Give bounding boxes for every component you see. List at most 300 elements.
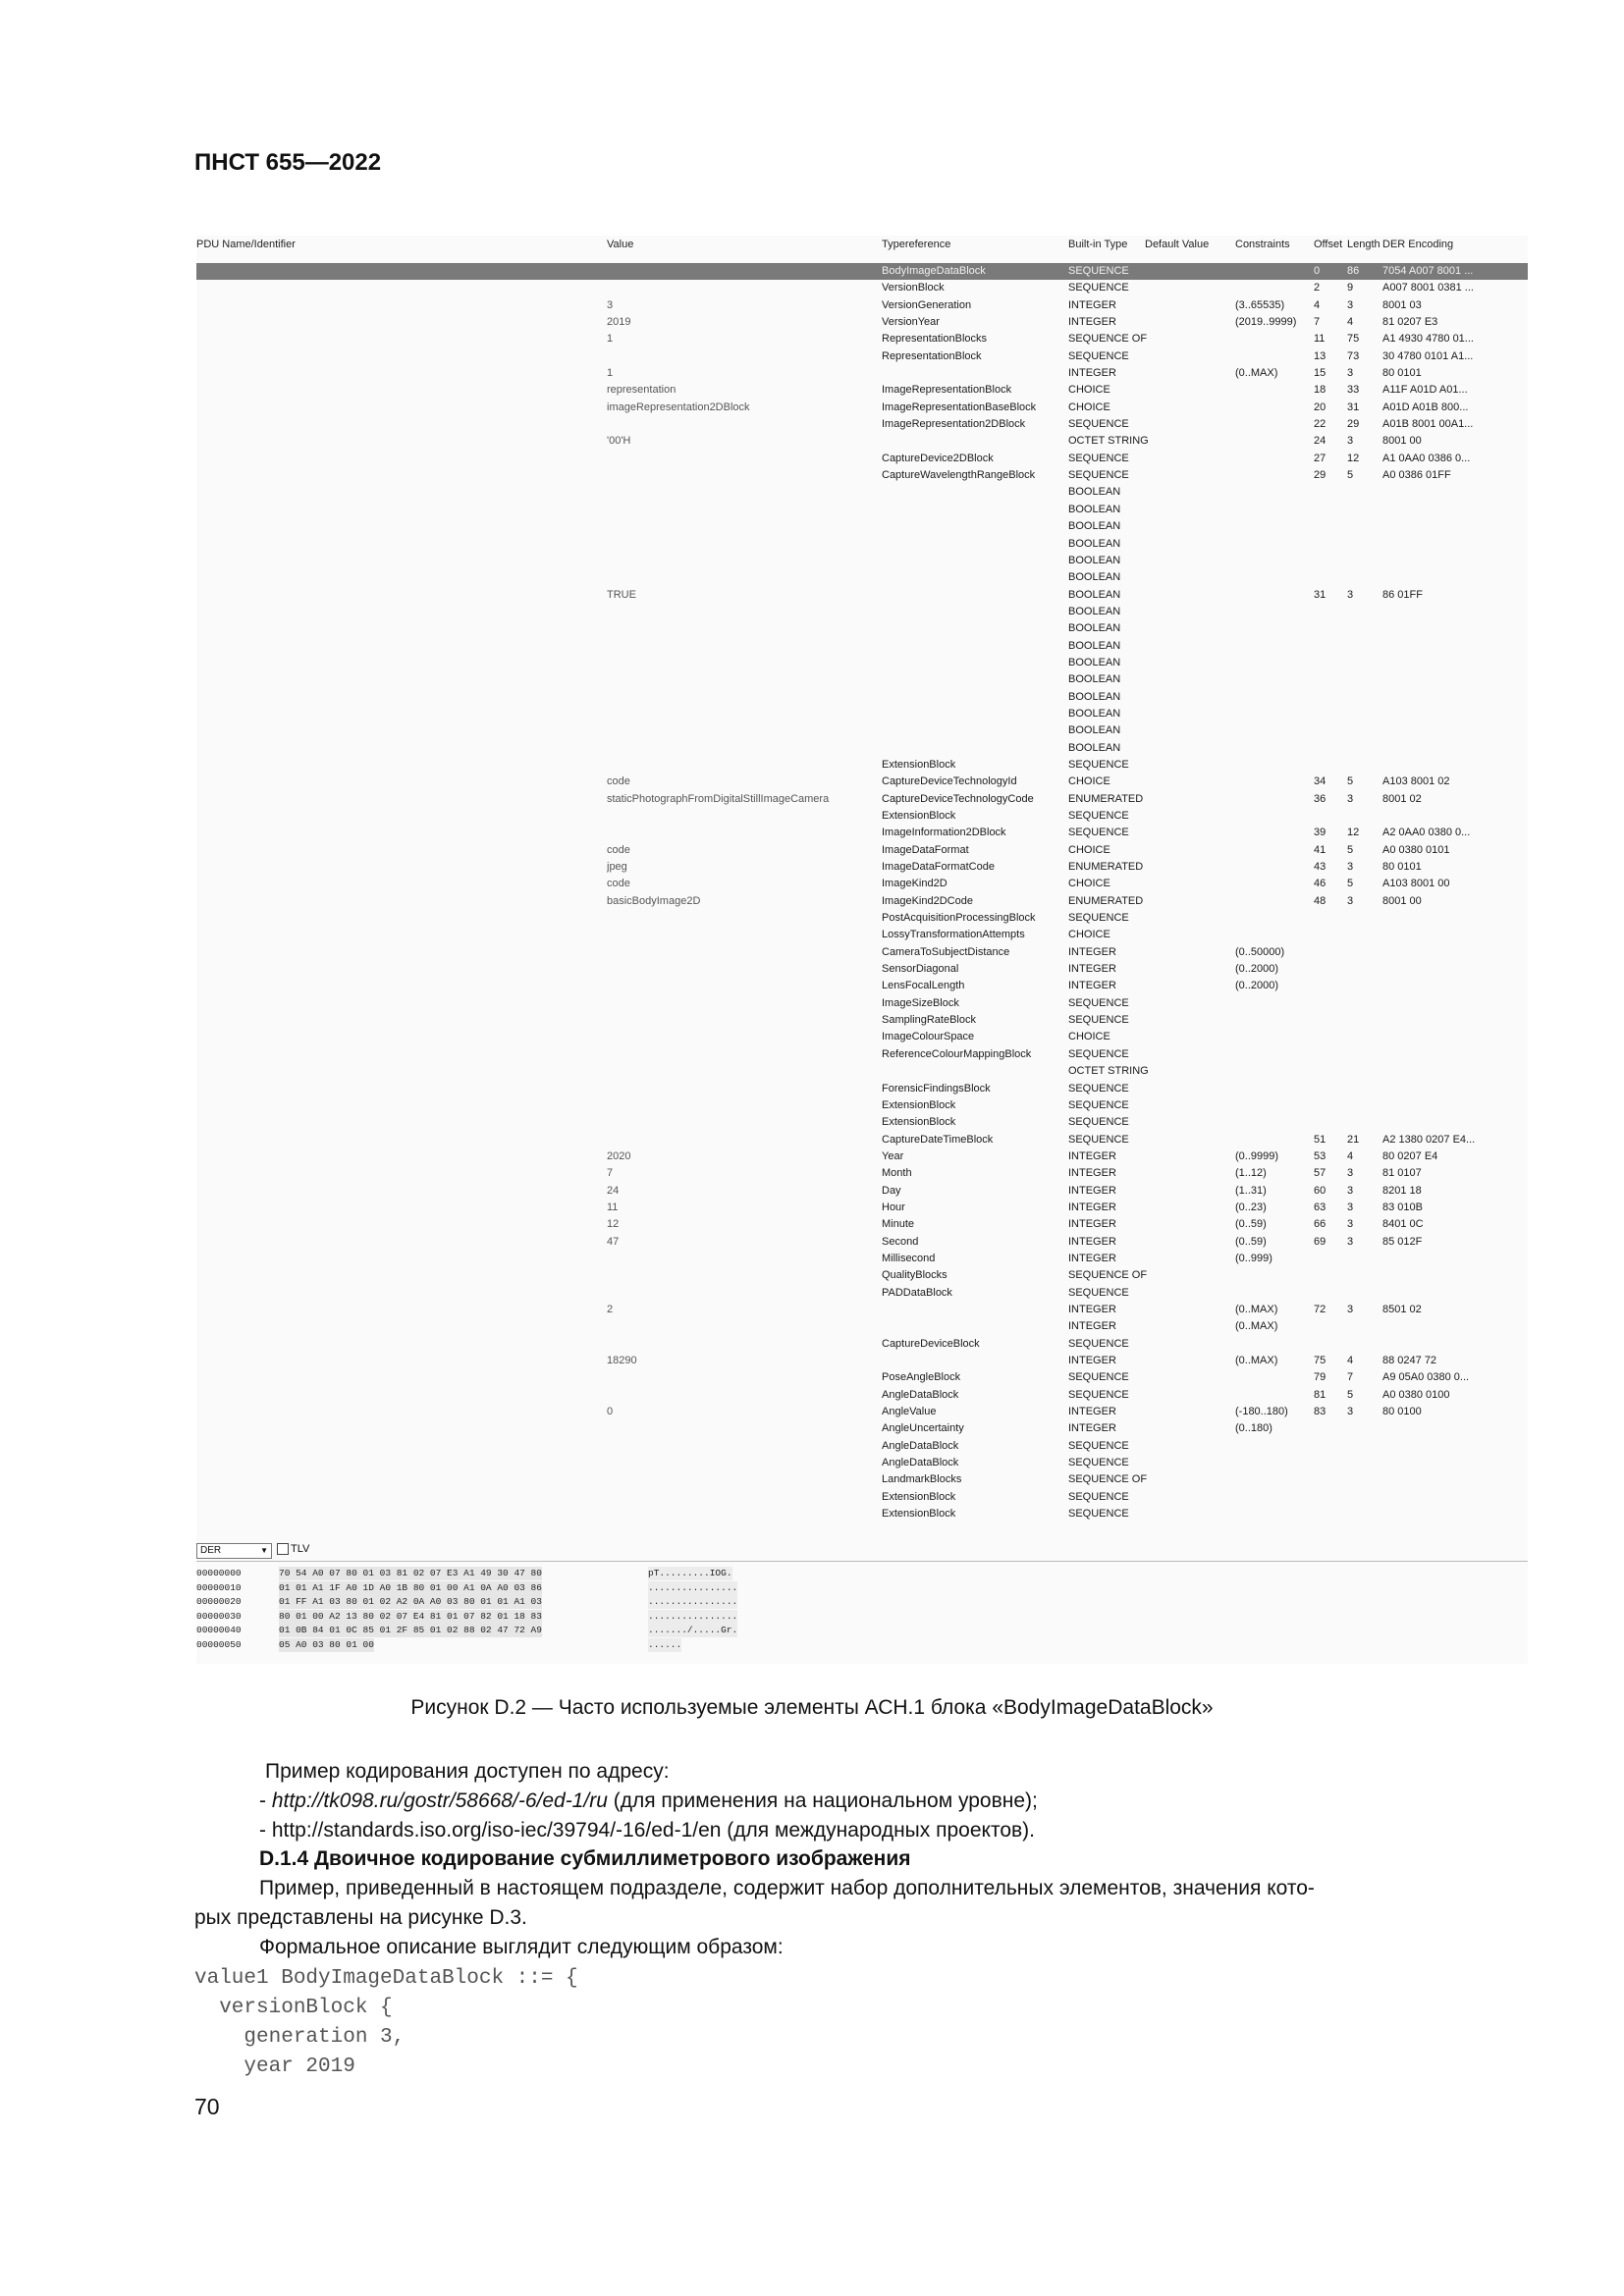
tree-row[interactable] <box>196 825 1528 841</box>
tree-row[interactable] <box>196 604 1528 620</box>
cell-value: 18290 <box>607 1355 637 1366</box>
cell-offset: 46 <box>1314 878 1326 890</box>
cell-builtin-type: SEQUENCE <box>1068 1116 1129 1129</box>
cell-der-encoding: A01D A01B 800... <box>1382 400 1469 413</box>
cell-builtin-type: BOOLEAN <box>1068 724 1121 737</box>
hex-row <box>196 1581 785 1596</box>
encoding-select[interactable] <box>196 1543 272 1559</box>
hex-bytes[interactable]: 80 01 00 A2 13 80 02 07 E4 81 01 07 82 01 18 83 <box>279 1610 542 1622</box>
cell-typereference: AngleDataBlock <box>882 1439 959 1452</box>
hex-bytes[interactable]: 01 0B 84 01 0C 85 01 2F 85 01 02 88 02 47 72 A9 <box>279 1625 542 1636</box>
cell-builtin-type: SEQUENCE <box>1068 1457 1129 1469</box>
cell-offset: 24 <box>1314 435 1326 448</box>
cell-typereference: ImageDataFormat <box>882 843 969 856</box>
cell-builtin-type: INTEGER <box>1068 367 1116 380</box>
tlv-label: TLV <box>291 1543 310 1555</box>
cell-constraints: (0..23) <box>1235 1201 1267 1213</box>
cell-length: 3 <box>1347 435 1354 448</box>
tree-row[interactable] <box>196 263 1528 280</box>
cell-offset: 75 <box>1314 1355 1326 1366</box>
link-international[interactable]: - http://standards.iso.org/iso-iec/39794/-16/ed-1/en (для международных проектов). <box>259 1819 1035 1842</box>
tree-row[interactable] <box>196 961 1528 978</box>
tree-row[interactable] <box>196 1387 1528 1404</box>
cell-typereference: ImageRepresentation2DBlock <box>882 418 1026 431</box>
cell-offset: 39 <box>1314 827 1326 839</box>
tree-row[interactable] <box>196 1336 1528 1353</box>
cell-typereference: Millisecond <box>882 1252 936 1264</box>
cell-builtin-type: BOOLEAN <box>1068 537 1121 550</box>
hex-row <box>196 1610 785 1625</box>
cell-length: 3 <box>1347 1406 1354 1418</box>
tree-row[interactable] <box>196 995 1528 1012</box>
cell-offset: 7 <box>1314 316 1321 329</box>
cell-length: 5 <box>1347 469 1354 482</box>
tree-row[interactable] <box>196 1200 1528 1216</box>
cell-typereference: BodyImageDataBlock <box>882 265 986 277</box>
cell-builtin-type: SEQUENCE OF <box>1068 1473 1148 1486</box>
cell-typereference: ForensicFindingsBlock <box>882 1082 991 1095</box>
cell-der-encoding: A01B 8001 00A1... <box>1382 418 1474 431</box>
tree-row[interactable] <box>196 791 1528 808</box>
cell-typereference: PostAcquisitionProcessingBlock <box>882 912 1036 925</box>
cell-typereference: CaptureDateTimeBlock <box>882 1133 994 1146</box>
col-header-offset[interactable]: Offset <box>1314 239 1343 250</box>
cell-offset: 0 <box>1314 265 1321 277</box>
cell-constraints: (-180..180) <box>1235 1406 1288 1418</box>
tree-row[interactable] <box>196 706 1528 722</box>
cell-length: 3 <box>1347 861 1354 874</box>
tree-row[interactable] <box>196 1369 1528 1386</box>
cell-der-encoding: 8501 02 <box>1382 1303 1422 1315</box>
cell-offset: 63 <box>1314 1201 1326 1213</box>
tree-row[interactable] <box>196 774 1528 790</box>
cell-typereference: CaptureDeviceTechnologyCode <box>882 792 1034 805</box>
hex-row <box>196 1595 785 1610</box>
cell-constraints: (1..12) <box>1235 1167 1267 1180</box>
cell-length: 31 <box>1347 400 1360 413</box>
example-intro: Пример кодирования доступен по адресу: <box>265 1760 670 1783</box>
tree-row[interactable] <box>196 553 1528 569</box>
tree-row[interactable] <box>196 484 1528 501</box>
cell-constraints: (0..59) <box>1235 1218 1267 1231</box>
tree-row[interactable] <box>196 1046 1528 1063</box>
cell-builtin-type: INTEGER <box>1068 963 1116 976</box>
cell-typereference: LandmarkBlocks <box>882 1473 962 1486</box>
tree-row[interactable] <box>196 314 1528 331</box>
cell-offset: 11 <box>1314 333 1326 346</box>
hex-row <box>196 1624 785 1638</box>
cell-length: 73 <box>1347 349 1360 362</box>
cell-typereference: VersionYear <box>882 316 940 329</box>
hex-bytes[interactable]: 01 01 A1 1F A0 1D A0 1B 80 01 00 A1 0A A0 03 86 <box>279 1581 542 1593</box>
cell-typereference: ImageDataFormatCode <box>882 861 995 874</box>
cell-typereference: AngleDataBlock <box>882 1388 959 1401</box>
cell-length: 3 <box>1347 894 1354 907</box>
tree-row[interactable] <box>196 1012 1528 1029</box>
tree-row[interactable] <box>196 944 1528 961</box>
cell-builtin-type: CHOICE <box>1068 1031 1110 1043</box>
cell-builtin-type: BOOLEAN <box>1068 571 1121 584</box>
cell-builtin-type: SEQUENCE <box>1068 418 1129 431</box>
col-header-default[interactable]: Default Value <box>1145 239 1210 250</box>
tree-row[interactable] <box>196 1489 1528 1506</box>
cell-builtin-type: BOOLEAN <box>1068 639 1121 652</box>
cell-der-encoding: 8401 0C <box>1382 1218 1424 1231</box>
col-header-der[interactable]: DER Encoding <box>1382 239 1454 250</box>
cell-typereference: LensFocalLength <box>882 980 965 992</box>
cell-length: 3 <box>1347 1184 1354 1197</box>
cell-constraints: (0..9999) <box>1235 1149 1279 1162</box>
cell-length: 3 <box>1347 1218 1354 1231</box>
hex-ascii[interactable]: ................ <box>648 1610 738 1622</box>
cell-typereference: ExtensionBlock <box>882 1098 956 1111</box>
chevron-down-icon: ▼ <box>260 1546 268 1555</box>
cell-length: 5 <box>1347 843 1354 856</box>
cell-length: 3 <box>1347 298 1354 311</box>
cell-der-encoding: A0 0386 01FF <box>1382 469 1451 482</box>
cell-typereference: QualityBlocks <box>882 1269 947 1282</box>
tree-row[interactable] <box>196 348 1528 365</box>
cell-builtin-type: SEQUENCE <box>1068 1337 1129 1350</box>
cell-typereference: VersionBlock <box>882 282 945 294</box>
tree-row[interactable] <box>196 1165 1528 1182</box>
cell-value: 2019 <box>607 316 631 329</box>
tree-row[interactable] <box>196 893 1528 910</box>
cell-der-encoding: A007 8001 0381 ... <box>1382 282 1474 294</box>
tree-row[interactable] <box>196 757 1528 774</box>
tree-row[interactable] <box>196 518 1528 535</box>
cell-typereference: Year <box>882 1149 904 1162</box>
tree-row[interactable] <box>196 808 1528 825</box>
tree-row[interactable] <box>196 1285 1528 1302</box>
cell-typereference: LossyTransformationAttempts <box>882 929 1025 941</box>
tree-row[interactable] <box>196 1506 1528 1522</box>
cell-length: 3 <box>1347 367 1354 380</box>
cell-builtin-type: INTEGER <box>1068 1303 1116 1315</box>
cell-value: code <box>607 775 630 788</box>
cell-length: 29 <box>1347 418 1360 431</box>
tree-row[interactable] <box>196 1183 1528 1200</box>
cell-typereference: ImageRepresentationBlock <box>882 384 1012 397</box>
tree-row[interactable] <box>196 1132 1528 1148</box>
hex-ascii[interactable]: ................ <box>648 1581 738 1593</box>
cell-builtin-type: INTEGER <box>1068 1149 1116 1162</box>
cell-der-encoding: A1 4930 4780 01... <box>1382 333 1474 346</box>
document-header: ПНСТ 655—2022 <box>194 149 382 176</box>
cell-length: 4 <box>1347 1149 1354 1162</box>
col-header-constraints[interactable]: Constraints <box>1235 239 1290 250</box>
cell-builtin-type: SEQUENCE <box>1068 827 1129 839</box>
cell-length: 5 <box>1347 775 1354 788</box>
cell-builtin-type: SEQUENCE <box>1068 1098 1129 1111</box>
cell-typereference: Minute <box>882 1218 915 1231</box>
cell-der-encoding: 81 0207 E3 <box>1382 316 1438 329</box>
paragraph-1-line-1: Пример, приведенный в настоящем подразделе, содержит набор дополнительных элементов, значения кото- <box>259 1877 1315 1899</box>
tree-row[interactable] <box>196 1251 1528 1267</box>
cell-length: 5 <box>1347 878 1354 890</box>
tree-row[interactable] <box>196 689 1528 706</box>
tree-row[interactable] <box>196 467 1528 484</box>
cell-builtin-type: CHOICE <box>1068 400 1110 413</box>
cell-der-encoding: A2 1380 0207 E4... <box>1382 1133 1476 1146</box>
tree-row[interactable] <box>196 331 1528 347</box>
hex-bytes[interactable]: 01 FF A1 03 80 01 02 A2 0A A0 03 80 01 01 A1 03 <box>279 1596 542 1608</box>
cell-typereference: AngleDataBlock <box>882 1457 959 1469</box>
cell-builtin-type: SEQUENCE <box>1068 1508 1129 1521</box>
cell-builtin-type: SEQUENCE <box>1068 1439 1129 1452</box>
tree-row[interactable] <box>196 1234 1528 1251</box>
cell-builtin-type: INTEGER <box>1068 298 1116 311</box>
cell-value: representation <box>607 384 677 397</box>
cell-builtin-type: BOOLEAN <box>1068 690 1121 703</box>
cell-typereference: Hour <box>882 1201 905 1213</box>
cell-offset: 36 <box>1314 792 1326 805</box>
tree-row[interactable] <box>196 876 1528 892</box>
cell-der-encoding: 85 012F <box>1382 1235 1423 1248</box>
tree-row[interactable] <box>196 416 1528 433</box>
cell-typereference: PADDataBlock <box>882 1286 952 1299</box>
tree-row[interactable] <box>196 451 1528 467</box>
cell-typereference: ExtensionBlock <box>882 1116 956 1129</box>
cell-builtin-type: INTEGER <box>1068 1252 1116 1264</box>
code-line: year 2019 <box>194 2056 355 2078</box>
tlv-checkbox[interactable] <box>277 1543 289 1555</box>
cell-builtin-type: SEQUENCE <box>1068 349 1129 362</box>
cell-value: basicBodyImage2D <box>607 894 701 907</box>
link-national-url[interactable]: http://tk098.ru/gostr/58668/-6/ed-1/ru <box>271 1789 608 1812</box>
tree-row[interactable] <box>196 1455 1528 1471</box>
tree-row[interactable] <box>196 587 1528 604</box>
cell-builtin-type: INTEGER <box>1068 1320 1116 1333</box>
cell-value: 3 <box>607 298 614 311</box>
cell-builtin-type: BOOLEAN <box>1068 707 1121 720</box>
cell-builtin-type: BOOLEAN <box>1068 673 1121 686</box>
tree-row[interactable] <box>196 1302 1528 1318</box>
code-line: value1 BodyImageDataBlock ::= { <box>194 1967 578 1990</box>
cell-value: 47 <box>607 1235 620 1248</box>
cell-offset: 41 <box>1314 843 1326 856</box>
cell-offset: 66 <box>1314 1218 1326 1231</box>
tree-row[interactable] <box>196 1267 1528 1284</box>
cell-builtin-type: INTEGER <box>1068 980 1116 992</box>
cell-value: TRUE <box>607 588 636 601</box>
tree-row[interactable] <box>196 1063 1528 1080</box>
cell-der-encoding: 30 4780 0101 A1... <box>1382 349 1474 362</box>
cell-offset: 48 <box>1314 894 1326 907</box>
cell-typereference: ImageSizeBlock <box>882 996 959 1009</box>
cell-typereference: ExtensionBlock <box>882 1508 956 1521</box>
hex-address: 00000000 <box>196 1568 242 1578</box>
cell-builtin-type: INTEGER <box>1068 1184 1116 1197</box>
tree-row[interactable] <box>196 927 1528 943</box>
cell-value: 12 <box>607 1218 620 1231</box>
cell-offset: 57 <box>1314 1167 1326 1180</box>
cell-builtin-type: SEQUENCE OF <box>1068 1269 1148 1282</box>
cell-offset: 31 <box>1314 588 1326 601</box>
tree-row[interactable] <box>196 1029 1528 1045</box>
cell-typereference: CaptureDeviceBlock <box>882 1337 980 1350</box>
cell-value: staticPhotographFromDigitalStillImageCamera <box>607 792 830 805</box>
tree-row[interactable] <box>196 655 1528 671</box>
cell-length: 3 <box>1347 792 1354 805</box>
tree-row[interactable] <box>196 1404 1528 1420</box>
cell-builtin-type: INTEGER <box>1068 1167 1116 1180</box>
cell-builtin-type: SEQUENCE <box>1068 1133 1129 1146</box>
cell-typereference: Day <box>882 1184 901 1197</box>
tree-row[interactable] <box>196 382 1528 399</box>
tree-row[interactable] <box>196 280 1528 296</box>
cell-value: 2020 <box>607 1149 631 1162</box>
tree-row[interactable] <box>196 859 1528 876</box>
cell-builtin-type: SEQUENCE <box>1068 1082 1129 1095</box>
cell-offset: 4 <box>1314 298 1321 311</box>
cell-typereference: ImageRepresentationBaseBlock <box>882 400 1037 413</box>
cell-typereference: ReferenceColourMappingBlock <box>882 1047 1032 1060</box>
cell-builtin-type: SEQUENCE <box>1068 912 1129 925</box>
tree-row[interactable] <box>196 1216 1528 1233</box>
cell-constraints: (2019..9999) <box>1235 316 1297 329</box>
tree-row[interactable] <box>196 365 1528 382</box>
cell-offset: 60 <box>1314 1184 1326 1197</box>
tree-row[interactable] <box>196 1097 1528 1114</box>
cell-constraints: (0..180) <box>1235 1422 1272 1435</box>
tree-row[interactable] <box>196 400 1528 416</box>
cell-der-encoding: 80 0101 <box>1382 861 1422 874</box>
hex-bytes[interactable]: 05 A0 03 80 01 00 <box>279 1638 374 1650</box>
cell-constraints: (0..999) <box>1235 1252 1272 1264</box>
cell-constraints: (1..31) <box>1235 1184 1267 1197</box>
tree-row[interactable] <box>196 1148 1528 1165</box>
tree-row[interactable] <box>196 620 1528 637</box>
cell-der-encoding: 7054 A007 8001 ... <box>1382 265 1474 277</box>
hex-ascii[interactable]: ...... <box>648 1638 682 1650</box>
cell-builtin-type: SEQUENCE <box>1068 1014 1129 1027</box>
cell-typereference: ExtensionBlock <box>882 758 956 771</box>
tree-row[interactable] <box>196 1318 1528 1335</box>
cell-der-encoding: A103 8001 02 <box>1382 775 1450 788</box>
tree-row[interactable] <box>196 1438 1528 1455</box>
cell-length: 21 <box>1347 1133 1360 1146</box>
col-header-name[interactable]: PDU Name/Identifier <box>196 239 296 250</box>
tree-row[interactable] <box>196 1353 1528 1369</box>
tree-row[interactable] <box>196 842 1528 859</box>
cell-offset: 83 <box>1314 1406 1326 1418</box>
cell-typereference: Second <box>882 1235 919 1248</box>
cell-typereference: Month <box>882 1167 912 1180</box>
cell-value: 2 <box>607 1303 614 1315</box>
cell-der-encoding: 80 0100 <box>1382 1406 1422 1418</box>
cell-typereference: AngleUncertainty <box>882 1422 964 1435</box>
cell-builtin-type: SEQUENCE OF <box>1068 333 1148 346</box>
tree-row[interactable] <box>196 569 1528 586</box>
cell-builtin-type: BOOLEAN <box>1068 588 1121 601</box>
cell-builtin-type: SEQUENCE <box>1068 469 1129 482</box>
cell-offset: 22 <box>1314 418 1326 431</box>
cell-offset: 29 <box>1314 469 1326 482</box>
cell-typereference: SensorDiagonal <box>882 963 959 976</box>
cell-value: 11 <box>607 1201 619 1213</box>
cell-typereference: ImageInformation2DBlock <box>882 827 1006 839</box>
hex-ascii[interactable]: ......./.....Gr. <box>648 1625 738 1636</box>
cell-typereference: RepresentationBlock <box>882 349 982 362</box>
tree-row[interactable] <box>196 297 1528 314</box>
cell-builtin-type: CHOICE <box>1068 843 1110 856</box>
tree-row[interactable] <box>196 1081 1528 1097</box>
col-header-builtin[interactable]: Built-in Type <box>1068 239 1128 250</box>
cell-der-encoding: 88 0247 72 <box>1382 1355 1437 1366</box>
cell-offset: 20 <box>1314 400 1326 413</box>
cell-builtin-type: SEQUENCE <box>1068 758 1129 771</box>
hex-ascii[interactable]: ................ <box>648 1596 738 1608</box>
col-header-typeref[interactable]: Typereference <box>882 239 951 250</box>
cell-typereference: ExtensionBlock <box>882 1490 956 1503</box>
encoding-select-value: DER <box>200 1545 222 1556</box>
tree-row[interactable] <box>196 433 1528 450</box>
cell-der-encoding: 83 010B <box>1382 1201 1423 1213</box>
tree-grid <box>196 263 1528 1522</box>
hex-address: 00000020 <box>196 1596 242 1608</box>
cell-length: 5 <box>1347 1388 1354 1401</box>
tlv-toggle[interactable] <box>277 1543 309 1555</box>
hex-dump <box>196 1567 785 1653</box>
tree-row[interactable] <box>196 1114 1528 1131</box>
cell-builtin-type: INTEGER <box>1068 1201 1116 1213</box>
cell-der-encoding: 8001 00 <box>1382 435 1422 448</box>
cell-builtin-type: BOOLEAN <box>1068 605 1121 617</box>
tree-row[interactable] <box>196 910 1528 927</box>
cell-builtin-type: OCTET STRING <box>1068 435 1149 448</box>
tree-row[interactable] <box>196 978 1528 994</box>
tree-row[interactable] <box>196 536 1528 553</box>
hex-ascii[interactable]: pT.........IOG. <box>648 1568 732 1578</box>
hex-address: 00000030 <box>196 1610 242 1622</box>
cell-value: 0 <box>607 1406 614 1418</box>
cell-builtin-type: BOOLEAN <box>1068 622 1121 635</box>
tree-row[interactable] <box>196 671 1528 688</box>
cell-der-encoding: 81 0107 <box>1382 1167 1422 1180</box>
col-header-length[interactable]: Length <box>1347 239 1380 250</box>
cell-builtin-type: BOOLEAN <box>1068 741 1121 754</box>
cell-offset: 72 <box>1314 1303 1326 1315</box>
cell-length: 4 <box>1347 1355 1354 1366</box>
tree-row[interactable] <box>196 740 1528 757</box>
col-header-value[interactable]: Value <box>607 239 634 250</box>
cell-der-encoding: A1 0AA0 0386 0... <box>1382 452 1471 464</box>
cell-builtin-type: CHOICE <box>1068 878 1110 890</box>
cell-typereference: VersionGeneration <box>882 298 972 311</box>
cell-der-encoding: 8201 18 <box>1382 1184 1422 1197</box>
cell-length: 4 <box>1347 316 1354 329</box>
cell-der-encoding: A11F A01D A01... <box>1382 384 1468 397</box>
cell-der-encoding: 8001 02 <box>1382 792 1422 805</box>
hex-bytes[interactable]: 70 54 A0 07 80 01 03 81 02 07 E3 A1 49 30 47 80 <box>279 1568 542 1578</box>
link-national-suffix: (для применения на национальном уровне); <box>607 1789 1038 1812</box>
cell-offset: 81 <box>1314 1388 1326 1401</box>
hex-address: 00000040 <box>196 1625 242 1636</box>
cell-constraints: (0..59) <box>1235 1235 1267 1248</box>
cell-typereference: CaptureDeviceTechnologyId <box>882 775 1017 788</box>
cell-builtin-type: INTEGER <box>1068 1406 1116 1418</box>
tree-row[interactable] <box>196 502 1528 518</box>
cell-offset: 27 <box>1314 452 1326 464</box>
cell-builtin-type: ENUMERATED <box>1068 792 1144 805</box>
tree-row[interactable] <box>196 1420 1528 1437</box>
cell-value: 7 <box>607 1167 614 1180</box>
tree-row[interactable] <box>196 1471 1528 1488</box>
cell-builtin-type: INTEGER <box>1068 1235 1116 1248</box>
tree-row[interactable] <box>196 722 1528 739</box>
tree-row[interactable] <box>196 638 1528 655</box>
